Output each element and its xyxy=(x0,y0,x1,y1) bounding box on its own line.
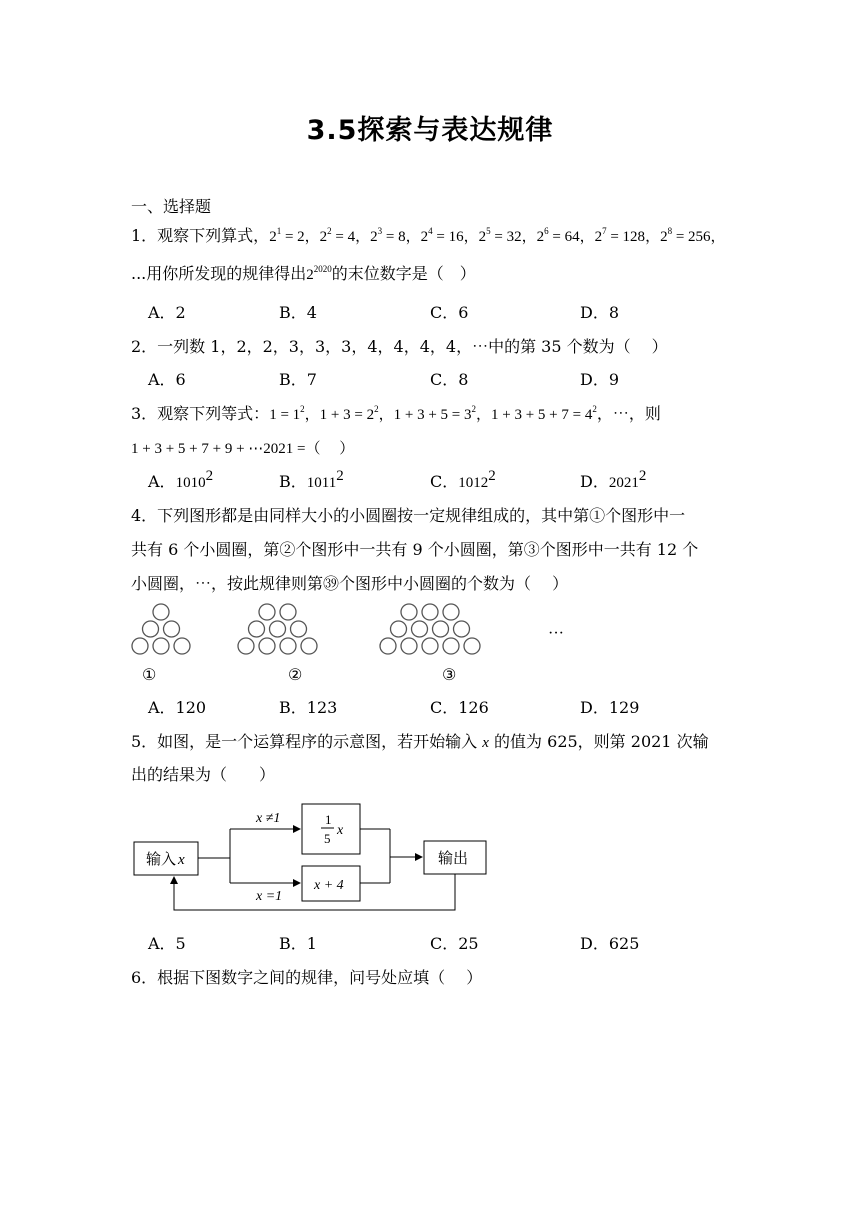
figure-label-2: ② xyxy=(288,667,303,684)
small-circle xyxy=(259,638,275,654)
question-1-text-end: 的末位数字是（ ） xyxy=(331,264,476,283)
condition-not-one: x ≠1 xyxy=(256,811,281,826)
small-circle xyxy=(280,604,296,620)
question-1-option-c[interactable]: C．6 xyxy=(430,303,469,322)
question-1-text: ...用你所发现的规律得出 xyxy=(131,264,307,283)
pattern-figure-1 xyxy=(132,604,190,654)
fraction-variable: x xyxy=(337,823,344,838)
page-title: 3.5探索与表达规律 xyxy=(306,115,554,146)
question-3-line-1 xyxy=(131,403,661,426)
question-4-line-2: 共有 6 个小圆圈，第②个图形中一共有 9 个小圆圈，第③个图形中一共有 12 个 xyxy=(131,540,699,559)
equation-item: $2^6 = 64$ xyxy=(536,226,580,245)
question-4-option-c[interactable]: C．126 xyxy=(430,698,489,717)
small-circle xyxy=(443,638,459,654)
question-2-option-b[interactable]: B．7 xyxy=(279,370,317,389)
question-5-line-1 xyxy=(131,731,709,754)
equation-item: $1 + 3 = 2^2$ xyxy=(319,404,379,423)
add-four-label: x + 4 xyxy=(314,878,344,893)
small-circle xyxy=(249,621,265,637)
question-2-option-a[interactable]: A．6 xyxy=(148,370,186,389)
figure-label-3: ③ xyxy=(442,667,457,684)
question-2-option-c[interactable]: C．8 xyxy=(430,370,469,389)
small-circle xyxy=(270,621,286,637)
question-1-line-2 xyxy=(131,263,476,286)
question-3-line-2: 1 + 3 + 5 + 7 + 9 + ⋯2021 =（ ） xyxy=(131,441,355,457)
equation-item: $2^4 = 16$ xyxy=(420,226,464,245)
small-circle xyxy=(412,621,428,637)
pattern-figure-3 xyxy=(380,604,480,654)
small-circle xyxy=(433,621,449,637)
small-circle xyxy=(391,621,407,637)
figure-label-1: ① xyxy=(142,667,157,684)
question-2-option-d[interactable]: D．9 xyxy=(580,370,620,389)
question-5-option-d[interactable]: D．625 xyxy=(580,934,640,953)
question-1-option-b[interactable]: B．4 xyxy=(279,303,317,322)
question-5-line-2: 出的结果为（ ） xyxy=(131,765,276,784)
small-circle xyxy=(291,621,307,637)
small-circle xyxy=(280,638,296,654)
question-4-option-d[interactable]: D．129 xyxy=(580,698,640,717)
question-1-option-d[interactable]: D．8 xyxy=(580,303,620,322)
small-circle xyxy=(443,604,459,620)
fraction-denominator: 5 xyxy=(324,831,331,846)
question-2-text: 2．一列数 1，2，2，3，3，3，4，4，4，4，⋯中的第 35 个数为（ ） xyxy=(131,337,668,356)
question-3-prefix: 3．观察下列等式： xyxy=(131,404,270,423)
question-1-option-a[interactable]: A．2 xyxy=(148,303,186,322)
question-5-text-end: 的值为 625，则第 2021 次输 xyxy=(494,732,709,751)
question-1-prefix: 1．观察下列算式， xyxy=(131,226,270,245)
question-4-line-1: 4．下列图形都是由同样大小的小圆圈按一定规律组成的，其中第①个图形中一 xyxy=(131,506,686,525)
question-4-option-b[interactable]: B．123 xyxy=(279,698,338,717)
question-3-option-d[interactable]: D．2021$^2$ xyxy=(580,468,647,491)
small-circle xyxy=(380,638,396,654)
section-heading: 一、选择题 xyxy=(131,197,212,216)
small-circle xyxy=(422,604,438,620)
small-circle xyxy=(401,604,417,620)
variable-x: x xyxy=(482,735,489,751)
question-3-option-b[interactable]: B．1011$^2$ xyxy=(279,468,344,491)
question-1-equations: $2^1 = 2$，$2^2 = 4$，$2^3 = 8$，$2^4 = 16$，$2^5 = 32$，$2^6 = 64$，$2^7 = 128$，$2^8 = 256$， xyxy=(269,226,726,245)
small-circle xyxy=(143,621,159,637)
equation-item: $2^7 = 128$ xyxy=(594,226,646,245)
question-3-suffix: ，⋯，则 xyxy=(596,404,661,423)
question-5-option-a[interactable]: A．5 xyxy=(148,934,186,953)
question-4-line-3: 小圆圈，⋯，按此规律则第㊴个图形中小圆圈的个数为（ ） xyxy=(131,574,569,593)
small-circle xyxy=(153,604,169,620)
question-3-option-a[interactable]: A．1010$^2$ xyxy=(148,468,214,491)
equation-item: $1 + 3 + 5 + 7 = 4^2$ xyxy=(491,404,597,423)
small-circle xyxy=(401,638,417,654)
small-circle xyxy=(422,638,438,654)
small-circle xyxy=(164,621,180,637)
fraction-numerator: 1 xyxy=(325,812,332,827)
equation-item: $1 = 1^2$ xyxy=(269,404,305,423)
figure-ellipsis: ··· xyxy=(548,625,564,642)
question-5-text: 5．如图，是一个运算程序的示意图，若开始输入 xyxy=(131,732,478,751)
equation-item: $2^5 = 32$ xyxy=(478,226,522,245)
small-circle xyxy=(464,638,480,654)
equation-item: $2^8 = 256$ xyxy=(660,226,711,245)
equation-item: $2^3 = 8$ xyxy=(370,226,406,245)
small-circle xyxy=(454,621,470,637)
small-circle xyxy=(132,638,148,654)
small-circle xyxy=(301,638,317,654)
small-circle xyxy=(259,604,275,620)
small-circle xyxy=(174,638,190,654)
power-2-2020: $2^{2020}$ xyxy=(306,264,332,283)
input-box-label: 输入 x xyxy=(146,852,185,868)
flowchart-diagram xyxy=(128,800,508,915)
small-circle xyxy=(153,638,169,654)
question-5-option-b[interactable]: B．1 xyxy=(279,934,317,953)
question-6-text: 6．根据下图数字之间的规律，问号处应填（ ） xyxy=(131,968,483,987)
question-4-option-a[interactable]: A．120 xyxy=(148,698,207,717)
pattern-figure-2 xyxy=(238,604,317,654)
equation-item: $1 + 3 + 5 = 3^2$ xyxy=(393,404,476,423)
small-circle xyxy=(238,638,254,654)
equation-item: $2^1 = 2$ xyxy=(269,226,305,245)
question-1-line-1 xyxy=(131,225,726,248)
question-3-option-c[interactable]: C．1012$^2$ xyxy=(430,468,496,491)
question-3-equations: $1 = 1^2$，$1 + 3 = 2^2$，$1 + 3 + 5 = 3^2$，$1 + 3 + 5 + 7 = 4^2$ xyxy=(269,404,597,423)
question-5-option-c[interactable]: C．25 xyxy=(430,934,479,953)
equation-item: $2^2 = 4$ xyxy=(319,226,356,245)
condition-equals-one: x =1 xyxy=(256,889,283,904)
circle-pattern-figure xyxy=(128,600,588,685)
output-box-label: 输出 xyxy=(438,851,469,867)
